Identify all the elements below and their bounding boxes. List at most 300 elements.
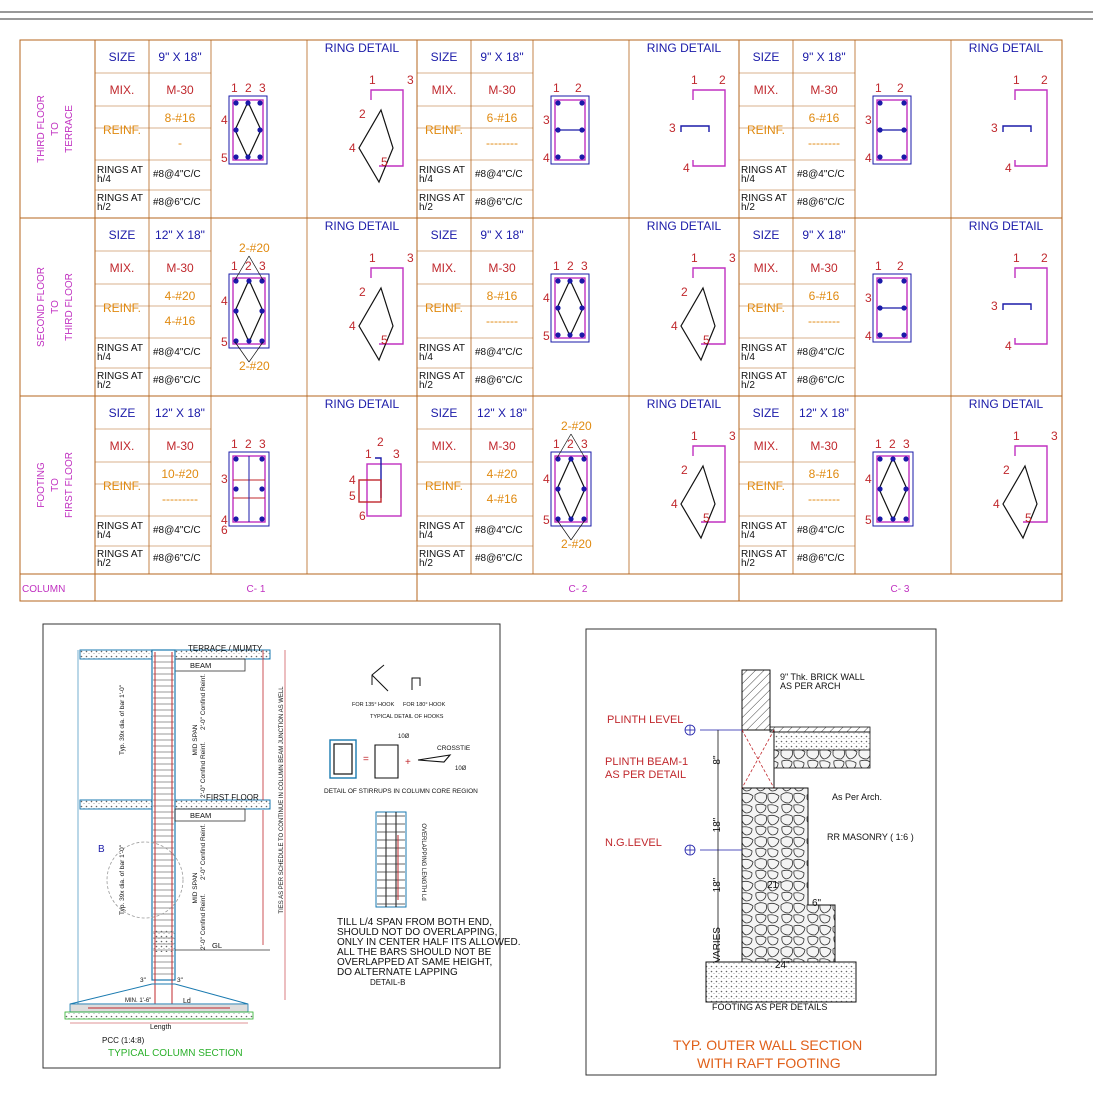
overlap-label: OVERLAPPING LENGTH Ld <box>420 823 426 901</box>
confind-reinf-2: 2'-0" Confind Reinf. <box>200 742 207 798</box>
ring-detail-label: RING DETAIL <box>324 397 400 411</box>
rings-h4-label-b: h/4 <box>741 352 755 363</box>
bar-number: 4 <box>543 291 550 305</box>
row-label-0-2: TERRACE <box>64 105 75 153</box>
ring-bar-number: 2 <box>681 463 688 477</box>
size-label: SIZE <box>430 406 458 420</box>
detail-b-note-line: SHOULD NOT DO OVERLAPPING, <box>337 927 498 938</box>
column-id-c1: C- 1 <box>246 584 266 595</box>
rebar-dot <box>901 305 906 310</box>
row-label-0-1: TO <box>50 122 61 136</box>
dim-18in-a: 18" <box>712 817 723 833</box>
bar-number: 2 <box>897 259 904 273</box>
rebar-dot <box>877 516 882 521</box>
bar-number: 2 <box>575 81 582 95</box>
hook-180-label: FOR 180° HOOK <box>403 702 446 708</box>
mix-value: M-30 <box>488 261 516 275</box>
dim-18in-b: 18" <box>712 877 723 893</box>
rebar-dot <box>581 456 586 461</box>
bar-number: 1 <box>875 437 882 451</box>
rebar-dot <box>579 100 584 105</box>
column-id-c2: C- 2 <box>568 584 588 595</box>
ring-bar-number: 4 <box>349 319 356 333</box>
rings-h2-label: RINGS AT <box>419 371 465 382</box>
rebar-dot <box>890 516 895 521</box>
bar-number: 4 <box>865 472 872 486</box>
rings-h2-label-b: h/2 <box>741 202 755 213</box>
row-label-2-2: FIRST FLOOR <box>64 452 75 518</box>
reinf-value-2: --------- <box>162 492 198 506</box>
rebar-dot <box>579 154 584 159</box>
ring-h4-value: #8@4"C/C <box>153 347 201 358</box>
reinf-value-2: -------- <box>808 492 840 506</box>
mix-label: MIX. <box>431 261 457 275</box>
brick-wall-label: 9" Thk. BRICK WALL <box>780 672 865 682</box>
bar-number: 4 <box>221 294 228 308</box>
rebar-dot <box>233 278 238 283</box>
ring-bar-number: 3 <box>1051 429 1058 443</box>
mix-label: MIX. <box>753 261 779 275</box>
mix-value: M-30 <box>166 261 194 275</box>
rings-h2-label: RINGS AT <box>97 193 143 204</box>
first-floor-label: FIRST FLOOR <box>206 793 259 802</box>
rings-h2-label: RINGS AT <box>419 193 465 204</box>
ring-h2-value: #8@6"C/C <box>797 197 845 208</box>
ring-h2-value: #8@6"C/C <box>153 375 201 386</box>
typ-39-dia-label: Typ. 39x dia. of bar 1'-0" <box>119 684 126 756</box>
reinf-label: REINF. <box>746 301 786 315</box>
rebar-dot <box>257 100 262 105</box>
rings-h4-label-b: h/4 <box>97 352 111 363</box>
rings-h4-label: RINGS AT <box>741 521 787 532</box>
rebar-dot <box>233 456 238 461</box>
diamond-tie <box>557 458 585 520</box>
outer-wall-section <box>586 629 936 1075</box>
rebar-dot <box>257 127 262 132</box>
size-label: SIZE <box>108 406 136 420</box>
ring-bar-number: 2 <box>359 285 366 299</box>
confind-reinf-3: 2'-0" Confind Reinf. <box>200 824 207 880</box>
rebar-dot <box>877 486 882 491</box>
dim-21in: 21" <box>767 880 782 891</box>
reinf-label: REINF. <box>102 301 142 315</box>
ring-h2-value: #8@6"C/C <box>475 375 523 386</box>
diamond-tie <box>557 280 583 336</box>
row-label-1-0: SECOND FLOOR <box>36 266 47 348</box>
bar-number: 2 <box>245 81 252 95</box>
rebar-dot <box>901 154 906 159</box>
ring-bar-number: 5 <box>703 511 710 525</box>
bar-number: 5 <box>221 335 228 349</box>
reinf-label: REINF. <box>102 479 142 493</box>
ring-bar-number: 4 <box>1005 339 1012 353</box>
ring-bar-number: 3 <box>407 73 414 87</box>
rebar-dot <box>903 456 908 461</box>
diamond-tie <box>235 102 261 158</box>
bar-number: 3 <box>259 259 266 273</box>
column-id-c3: C- 3 <box>890 584 910 595</box>
rings-h4-label: RINGS AT <box>97 521 143 532</box>
bar-number: 2 <box>245 437 252 451</box>
rings-h2-label-b: h/2 <box>419 380 433 391</box>
rebar-dot <box>259 278 264 283</box>
length-label: Length <box>150 1024 172 1031</box>
detail-b-note-line: DO ALTERNATE LAPPING <box>337 967 458 978</box>
ring-bar-number: 1 <box>1013 251 1020 265</box>
rebar-dot <box>555 486 560 491</box>
as-per-arch-label: As Per Arch. <box>832 792 883 802</box>
rebar-dot <box>555 456 560 461</box>
ring-bar-number: 5 <box>381 155 388 169</box>
bar-number: 2 <box>889 437 896 451</box>
rebar-dot <box>555 305 560 310</box>
rebar-dot <box>246 278 251 283</box>
reinf-value-2: -------- <box>808 136 840 150</box>
plinth-beam-label-2: AS PER DETAIL <box>605 769 687 781</box>
bar-number: 4 <box>865 151 872 165</box>
ring-h2-value: #8@6"C/C <box>153 553 201 564</box>
detail-b-marker: B <box>98 844 105 855</box>
bar-annotation-top: 2-#20 <box>239 241 270 255</box>
bar-number: 4 <box>543 472 550 486</box>
bar-number: 1 <box>553 437 560 451</box>
ring-h2-value: #8@6"C/C <box>797 375 845 386</box>
detail-b-title: DETAIL-B <box>370 978 406 987</box>
size-label: SIZE <box>752 406 780 420</box>
ring-h2-value: #8@6"C/C <box>475 553 523 564</box>
row-label-0-0: THIRD FLOOR <box>36 95 47 163</box>
tie-note: TIES AS PER SCHEDULE TO CONTINUE IN COLUMN BEAM JUNCTION AS WELL <box>279 686 285 914</box>
mid-span-2: MID SPAN <box>192 872 199 904</box>
rings-h2-label-b: h/2 <box>741 380 755 391</box>
bar-number: 3 <box>903 437 910 451</box>
reinf-value-2: -------- <box>486 314 518 328</box>
rebar-dot <box>568 516 573 521</box>
mix-value: M-30 <box>810 83 838 97</box>
ring-h2-value: #8@6"C/C <box>153 197 201 208</box>
bar-number: 4 <box>543 151 550 165</box>
rings-h4-label-b: h/4 <box>97 530 111 541</box>
rings-h2-label-b: h/2 <box>419 558 433 569</box>
reinf-value-2: 4-#16 <box>164 314 196 328</box>
ring-bar-number: 5 <box>381 333 388 347</box>
rebar-dot <box>877 305 882 310</box>
ring-bar-number: 2 <box>377 435 384 449</box>
reinf-label: REINF. <box>424 479 464 493</box>
ring-detail-label: RING DETAIL <box>646 41 722 55</box>
mix-label: MIX. <box>109 261 135 275</box>
ring-bar-number: 1 <box>1013 73 1020 87</box>
bar-number: 3 <box>221 472 228 486</box>
rebar-dot <box>567 278 572 283</box>
ring-bar-number: 3 <box>393 447 400 461</box>
ring-bar-number: 4 <box>671 497 678 511</box>
ring-h4-value: #8@4"C/C <box>153 525 201 536</box>
hook-135-label: FOR 135° HOOK <box>352 702 395 708</box>
wall-section-title: TYP. OUTER WALL SECTION <box>673 1037 863 1053</box>
rings-h2-label: RINGS AT <box>741 549 787 560</box>
rebar-dot <box>245 100 250 105</box>
gl-label: GL <box>212 941 223 950</box>
bar-number: 1 <box>231 81 238 95</box>
typ-39-dia-label-2: Typ. 39x dia. of bar 1'-0" <box>119 844 126 916</box>
ring-bar-number: 1 <box>369 73 376 87</box>
mix-label: MIX. <box>109 83 135 97</box>
rebar-dot <box>233 486 238 491</box>
rebar-dot <box>890 456 895 461</box>
bar-number: 6 <box>221 523 228 537</box>
ng-level-label: N.G.LEVEL <box>605 837 662 849</box>
rebar-dot <box>903 486 908 491</box>
ring-bar-number: 2 <box>1041 251 1048 265</box>
reinf-label: REINF. <box>746 123 786 137</box>
rebar-dot <box>581 486 586 491</box>
ring-bar-number: 1 <box>365 447 372 461</box>
dim-3in-right: 3" <box>177 977 183 984</box>
rebar-dot <box>555 278 560 283</box>
ring-h4-value: #8@4"C/C <box>475 347 523 358</box>
rings-h4-label-b: h/4 <box>419 174 433 185</box>
rings-h4-label: RINGS AT <box>97 343 143 354</box>
bar-number: 1 <box>875 81 882 95</box>
rings-h2-label: RINGS AT <box>741 193 787 204</box>
ring-bar-number: 6 <box>359 509 366 523</box>
rebar-dot <box>246 338 251 343</box>
ring-bar-number: 4 <box>349 473 356 487</box>
rings-h2-label-b: h/2 <box>97 380 111 391</box>
mid-span-1: MID SPAN <box>192 724 199 756</box>
rings-h2-label: RINGS AT <box>97 371 143 382</box>
reinf-value-1: 4-#20 <box>486 467 518 481</box>
ring-bar-number: 4 <box>993 497 1000 511</box>
ring-bar-number: 1 <box>691 251 698 265</box>
reinf-value-1: 8-#16 <box>486 289 518 303</box>
hooks-title: TYPICAL DETAIL OF HOOKS <box>370 714 444 720</box>
rings-h2-label: RINGS AT <box>419 549 465 560</box>
rings-h4-label-b: h/4 <box>97 174 111 185</box>
dim-3in-left: 3" <box>140 977 146 984</box>
bar-number: 3 <box>259 81 266 95</box>
rebar-dot <box>877 127 882 132</box>
bar-number: 2 <box>567 437 574 451</box>
size-value: 9" X 18" <box>480 50 524 64</box>
ring-h2-value: #8@6"C/C <box>797 553 845 564</box>
row-label-2-1: TO <box>50 478 61 492</box>
rings-h2-label-b: h/2 <box>741 558 755 569</box>
bar-number: 1 <box>875 259 882 273</box>
bar-number: 3 <box>865 113 872 127</box>
rebar-dot <box>555 154 560 159</box>
reinf-value-2: -------- <box>808 314 840 328</box>
rings-h2-label: RINGS AT <box>741 371 787 382</box>
bar-annotation-bottom: 2-#20 <box>561 537 592 551</box>
ring-bar-number: 3 <box>729 429 736 443</box>
ring-bar-number: 1 <box>1013 429 1020 443</box>
ring-bar-number: 2 <box>681 285 688 299</box>
beam-label-mid: BEAM <box>190 811 212 820</box>
size-label: SIZE <box>108 228 136 242</box>
rebar-dot <box>233 516 238 521</box>
rings-h4-label-b: h/4 <box>419 352 433 363</box>
ring-h4-value: #8@4"C/C <box>797 169 845 180</box>
detail-b-note-line: ONLY IN CENTER HALF ITS ALLOWED. <box>337 937 521 948</box>
detail-b-note-line: ALL THE BARS SHOULD NOT BE <box>337 947 492 958</box>
svg-text:=: = <box>363 754 369 765</box>
plinth-level-label: PLINTH LEVEL <box>607 714 684 726</box>
reinf-value-2: 4-#16 <box>486 492 518 506</box>
rebar-dot <box>233 127 238 132</box>
diamond-tie <box>235 280 263 342</box>
rings-h2-label-b: h/2 <box>419 202 433 213</box>
bar-number: 5 <box>865 513 872 527</box>
ring-h4-value: #8@4"C/C <box>475 169 523 180</box>
bar-number: 3 <box>543 113 550 127</box>
bar-number: 3 <box>581 437 588 451</box>
rebar-dot <box>901 127 906 132</box>
rebar-dot <box>901 278 906 283</box>
reinf-label: REINF. <box>424 301 464 315</box>
rebar-dot <box>579 332 584 337</box>
rebar-dot <box>877 154 882 159</box>
brick-wall-label-2: AS PER ARCH <box>780 681 841 691</box>
ring-bar-number: 1 <box>691 429 698 443</box>
rebar-dot <box>568 456 573 461</box>
ring-detail-label: RING DETAIL <box>324 219 400 233</box>
mix-label: MIX. <box>431 83 457 97</box>
rings-h2-label-b: h/2 <box>97 202 111 213</box>
column-schedule-table <box>20 40 1062 601</box>
rebar-dot <box>233 154 238 159</box>
reinf-value-1: 6-#16 <box>486 111 518 125</box>
dim-10d-label-2: 10Ø <box>455 766 467 772</box>
rebar-dot <box>555 332 560 337</box>
mix-value: M-30 <box>166 439 194 453</box>
dim-6in: 6" <box>812 898 822 909</box>
ring-bar-number: 4 <box>349 141 356 155</box>
detail-b-note <box>337 917 521 978</box>
bar-number: 1 <box>231 437 238 451</box>
mix-value: M-30 <box>166 83 194 97</box>
rebar-dot <box>901 100 906 105</box>
size-value: 9" X 18" <box>480 228 524 242</box>
ring-bar-number: 2 <box>1041 73 1048 87</box>
rings-h4-label: RINGS AT <box>741 343 787 354</box>
ring-h4-value: #8@4"C/C <box>797 525 845 536</box>
row-label-2-0: FOOTING <box>36 462 47 508</box>
mix-value: M-30 <box>488 439 516 453</box>
mix-label: MIX. <box>109 439 135 453</box>
rings-h4-label: RINGS AT <box>741 165 787 176</box>
ring-h4-value: #8@4"C/C <box>475 525 523 536</box>
ring-detail-label: RING DETAIL <box>324 41 400 55</box>
rr-masonry-label: RR MASONRY ( 1:6 ) <box>827 832 914 842</box>
ring-detail-label: RING DETAIL <box>968 41 1044 55</box>
dim-8in: 8" <box>712 755 723 765</box>
size-value: 12" X 18" <box>155 228 205 242</box>
rebar-dot <box>877 278 882 283</box>
ring-bar-number: 2 <box>359 107 366 121</box>
typical-column-section-title: TYPICAL COLUMN SECTION <box>108 1048 243 1059</box>
reinf-label: REINF. <box>424 123 464 137</box>
ring-bar-number: 3 <box>729 251 736 265</box>
dim-24in: 24" <box>775 960 790 971</box>
ring-bar-number: 1 <box>691 73 698 87</box>
rings-h4-label-b: h/4 <box>419 530 433 541</box>
rebar-dot <box>259 516 264 521</box>
rebar-dot <box>567 332 572 337</box>
column-label: COLUMN <box>22 584 66 595</box>
size-label: SIZE <box>430 228 458 242</box>
rebar-dot <box>903 516 908 521</box>
rebar-dot <box>555 127 560 132</box>
dim-10d-label: 10Ø <box>398 734 410 740</box>
rebar-dot <box>257 154 262 159</box>
ring-detail-label: RING DETAIL <box>968 397 1044 411</box>
rings-h4-label: RINGS AT <box>97 165 143 176</box>
rings-h4-label: RINGS AT <box>419 521 465 532</box>
size-label: SIZE <box>430 50 458 64</box>
detail-b <box>324 665 521 987</box>
size-label: SIZE <box>752 50 780 64</box>
size-value: 9" X 18" <box>158 50 202 64</box>
ring-h4-value: #8@4"C/C <box>153 169 201 180</box>
bar-number: 5 <box>543 329 550 343</box>
detail-b-note-line: TILL L/4 SPAN FROM BOTH END, <box>337 917 493 928</box>
min-ld-label: MIN. 1'-6" <box>125 998 152 1004</box>
rebar-dot <box>579 127 584 132</box>
ring-bar-number: 4 <box>683 161 690 175</box>
bar-number: 3 <box>581 259 588 273</box>
rebar-dot <box>233 100 238 105</box>
bar-number: 5 <box>543 513 550 527</box>
reinf-label: REINF. <box>102 123 142 137</box>
rings-h4-label-b: h/4 <box>741 530 755 541</box>
size-value: 9" X 18" <box>802 228 846 242</box>
mix-value: M-30 <box>488 83 516 97</box>
rebar-dot <box>579 278 584 283</box>
row-label-1-1: TO <box>50 300 61 314</box>
bar-number: 4 <box>221 513 228 527</box>
beam-label-top: BEAM <box>190 661 212 670</box>
reinf-value-2: - <box>178 136 182 150</box>
confind-reinf-1: 2'-0" Confind Reinf. <box>200 674 207 730</box>
ring-bar-number: 3 <box>991 299 998 313</box>
size-label: SIZE <box>108 50 136 64</box>
reinf-value-1: 8-#16 <box>808 467 840 481</box>
bar-number: 1 <box>231 259 238 273</box>
rebar-dot <box>245 154 250 159</box>
row-label-1-2: THIRD FLOOR <box>64 273 75 341</box>
size-value: 12" X 18" <box>477 406 527 420</box>
ring-bar-number: 4 <box>1005 161 1012 175</box>
bar-number: 3 <box>865 291 872 305</box>
reinf-value-1: 6-#16 <box>808 289 840 303</box>
bar-number: 2 <box>245 259 252 273</box>
mix-label: MIX. <box>753 83 779 97</box>
ring-detail-label: RING DETAIL <box>646 397 722 411</box>
varies-label: VARIES <box>712 927 723 963</box>
mix-label: MIX. <box>431 439 457 453</box>
reinf-value-1: 8-#16 <box>164 111 196 125</box>
size-value: 9" X 18" <box>802 50 846 64</box>
pcc-label: PCC (1:4:8) <box>102 1036 145 1045</box>
reinf-value-1: 4-#20 <box>164 289 196 303</box>
ring-bar-number: 5 <box>349 489 356 503</box>
reinf-value-2: -------- <box>486 136 518 150</box>
rebar-dot <box>233 308 238 313</box>
typical-column-section <box>43 624 500 1068</box>
ring-detail-label: RING DETAIL <box>968 219 1044 233</box>
